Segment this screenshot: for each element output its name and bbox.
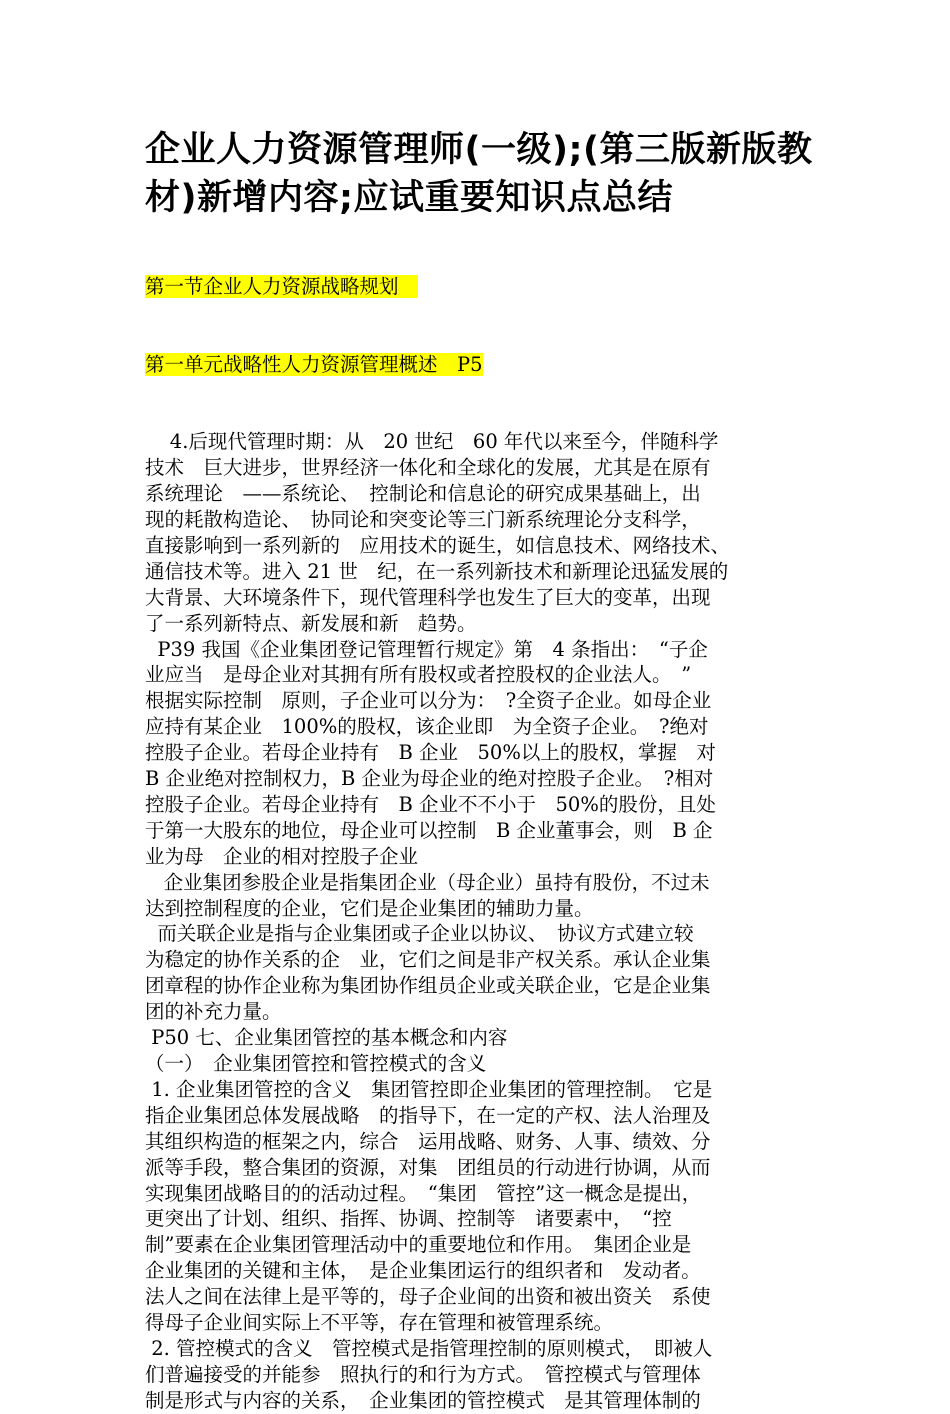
- text-line: 企业集团的关键和主体， 是企业集团运行的组织者和 发动者。: [145, 1259, 701, 1283]
- highlighted-section: [145, 222, 815, 429]
- text-line: 指企业集团总体发展战略 的指导下，在一定的产权、法人治理及: [145, 1103, 711, 1127]
- text-line: 团章程的协作企业称为集团协作组员企业或关联企业，它是企业集: [145, 974, 711, 998]
- text-line: 于第一大股东的地位，母企业可以控制 B 企业董事会，则 B 企: [145, 818, 713, 842]
- text-line: 得母子企业间实际上不平等，存在管理和被管理系统。: [145, 1311, 614, 1335]
- text-line: 制是形式与内容的关系， 企业集团的管控模式 是其管理体制的: [145, 1388, 701, 1412]
- text-line: 为稳定的协作关系的企 业，它们之间是非产权关系。承认企业集: [145, 948, 711, 972]
- text-line: 大背景、大环境条件下，现代管理科学也发生了巨大的变革，出现: [145, 585, 711, 609]
- text-line: 派等手段，整合集团的资源，对集 团组员的行动进行协调，从而: [145, 1155, 711, 1179]
- title-line: 材)新增内容;应试重要知识点总结: [145, 178, 673, 218]
- text-line: 制”要素在企业集团管理活动中的重要地位和作用。 集团企业是: [145, 1233, 692, 1257]
- text-line: 更突出了计划、组织、指挥、协调、控制等 诸要素中， “控: [145, 1207, 672, 1231]
- text-line: 控股子企业。若母企业持有 B 企业不不小于 50%的股份，且处: [145, 792, 716, 816]
- text-line: 业为母 企业的相对控股子企业: [145, 844, 419, 868]
- unit-heading: 第一单元战略性人力资源管理概述 P5: [145, 352, 483, 376]
- text-line: （一） 企业集团管控和管控模式的含义: [145, 1052, 487, 1075]
- document-title: [145, 126, 815, 222]
- text-line: 4.后现代管理时期：从 20 世纪 60 年代以来至今，伴随科学: [145, 430, 719, 454]
- text-line: 企业集团参股企业是指集团企业（母企业）虽持有股份，不过未: [145, 870, 710, 894]
- text-line: B 企业绝对控制权力，B 企业为母企业的绝对控股子企业。 ?相对: [145, 767, 714, 791]
- text-line: P50 七、企业集团管控的基本概念和内容: [145, 1026, 508, 1050]
- body-text: [145, 429, 815, 1413]
- text-line: 现的耗散构造论、 协同论和突变论等三门新系统理论分支科学，: [145, 507, 701, 531]
- text-line: 2. 管控模式的含义 管控模式是指管理控制的原则模式， 即被人: [145, 1336, 713, 1360]
- text-line: 了一系列新特点、新发展和新 趋势。: [145, 611, 477, 635]
- text-line: 法人之间在法律上是平等的，母子企业间的出资和被出资关 系使: [145, 1285, 711, 1309]
- title-line: 企业人力资源管理师(一级);(第三版新版教: [145, 130, 813, 170]
- text-line: 1. 企业集团管控的含义 集团管控即企业集团的管理控制。 它是: [145, 1077, 713, 1101]
- text-line: 团的补充力量。: [145, 1000, 282, 1024]
- text-line: 其组织构造的框架之内，综合 运用战略、财务、人事、绩效、分: [145, 1129, 711, 1153]
- text-line: 控股子企业。若母企业持有 B 企业 50%以上的股权，掌握 对: [145, 741, 716, 765]
- text-line: 业应当 是母企业对其拥有所有股权或者控股权的企业法人。 ”: [145, 663, 692, 687]
- text-line: 通信技术等。进入 21 世 纪，在一系列新技术和新理论迅猛发展的: [145, 559, 729, 583]
- text-line: 系统理论 ——系统论、 控制论和信息论的研究成果基础上，出: [145, 482, 701, 506]
- text-line: 直接影响到一系列新的 应用技术的诞生，如信息技术、网络技术、: [145, 533, 731, 557]
- document-page: [145, 126, 815, 1414]
- text-line: 应持有某企业 100%的股权，该企业即 为全资子企业。 ?绝对: [145, 715, 709, 739]
- text-line: 实现集团战略目的的活动过程。 “集团 管控”这一概念是提出，: [145, 1181, 702, 1205]
- text-line: 们普遍接受的并能参 照执行的和行为方式。 管控模式与管理体: [145, 1362, 701, 1386]
- text-line: 根据实际控制 原则，子企业可以分为： ?全资子企业。如母企业: [145, 689, 712, 713]
- text-line: 达到控制程度的企业，它们是企业集团的辅助力量。: [145, 896, 594, 920]
- text-line: P39 我国《企业集团登记管理暂行规定》第 4 条指出： “子企: [145, 637, 708, 661]
- text-line: 技术 巨大进步，世界经济一体化和全球化的发展，尤其是在原有: [145, 456, 711, 480]
- section-heading: 第一节企业人力资源战略规划: [145, 274, 419, 298]
- text-line: 而关联企业是指与企业集团或子企业以协议、 协议方式建立较: [145, 922, 694, 946]
